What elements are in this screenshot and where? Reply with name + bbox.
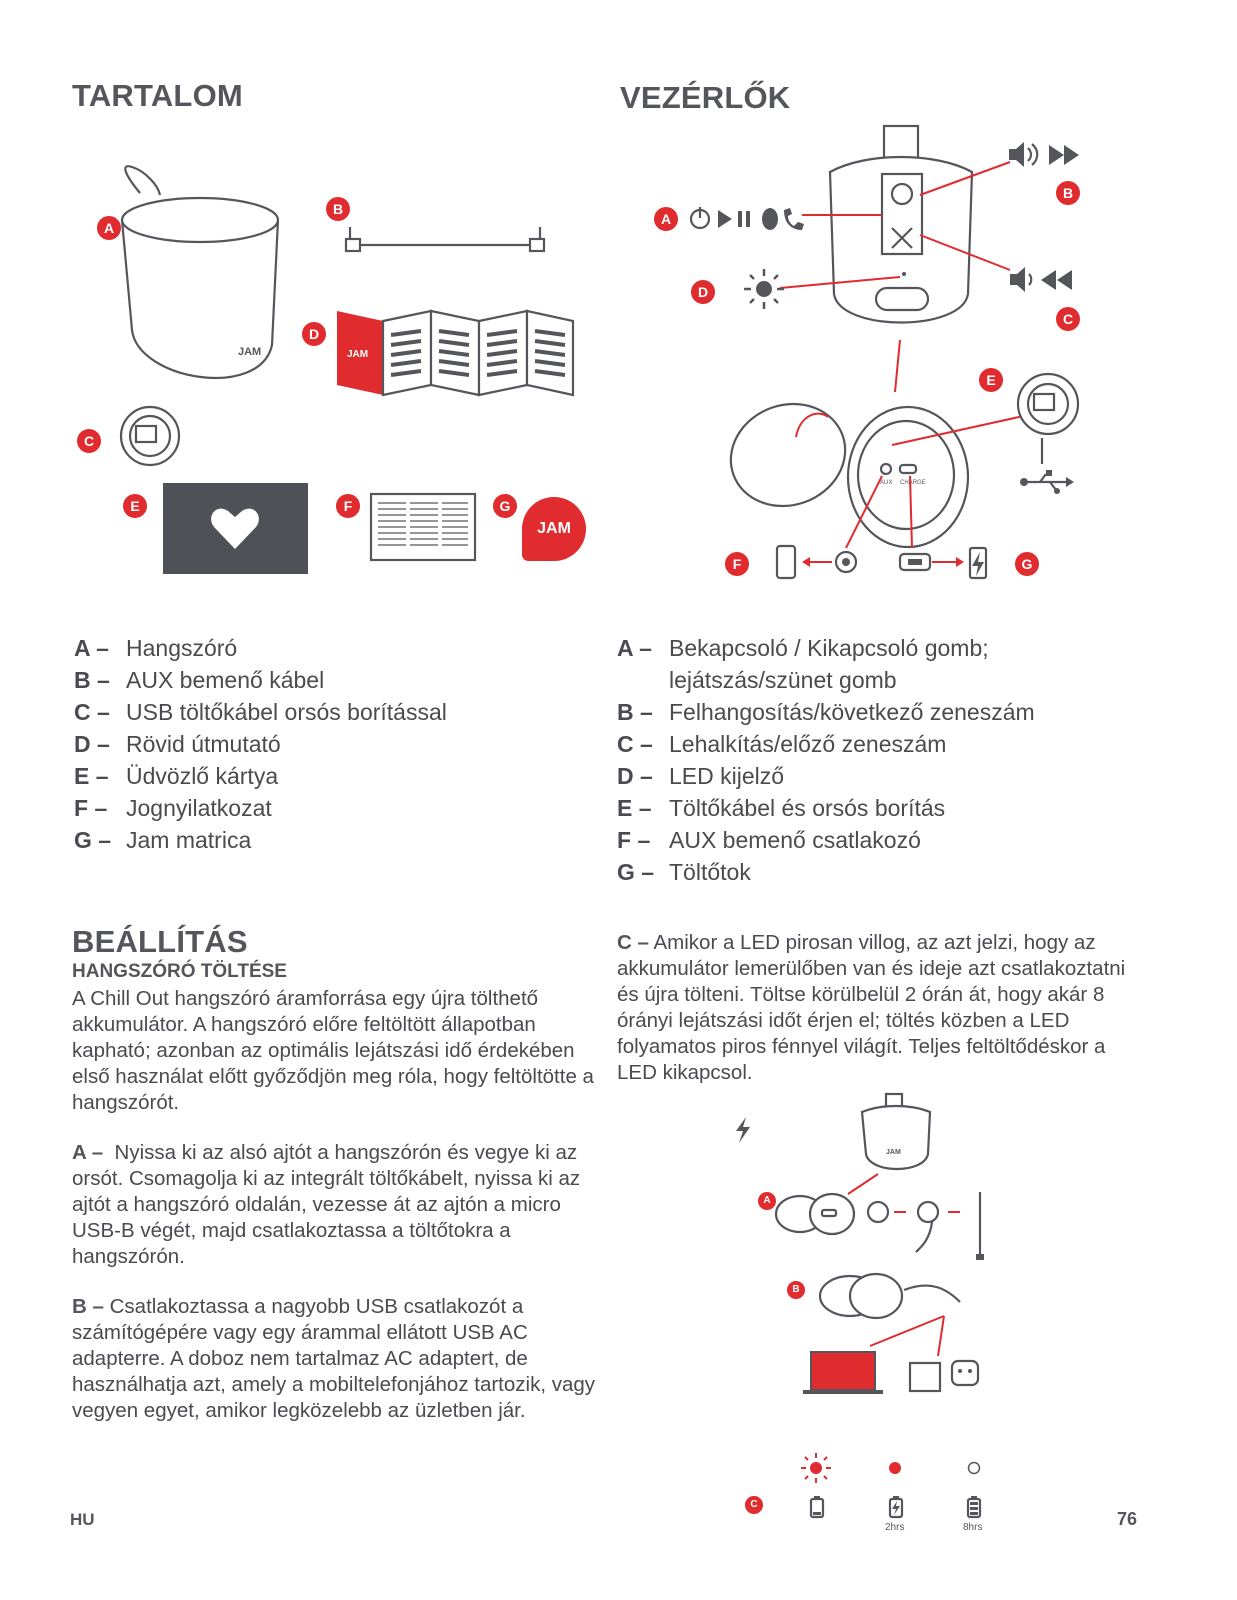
battery-full-icon bbox=[966, 1496, 982, 1518]
badge-b-charging: B bbox=[787, 1281, 805, 1299]
controls-callout-lines bbox=[740, 140, 1140, 340]
jam-sticker-logo: JAM bbox=[537, 520, 571, 537]
legal-doc-drawing bbox=[370, 493, 480, 563]
battery-charging-icon bbox=[888, 1496, 904, 1518]
jam-sticker bbox=[522, 497, 586, 561]
adapter-outlet-drawing bbox=[906, 1355, 986, 1405]
badge-g-controls: G bbox=[1015, 552, 1039, 576]
svg-text:JAM: JAM bbox=[238, 346, 262, 358]
charge-time-2hrs: 2hrs bbox=[885, 1522, 905, 1533]
badge-a-contents: A bbox=[97, 216, 121, 240]
badge-c-contents: C bbox=[77, 429, 101, 453]
badge-f-controls: F bbox=[725, 552, 749, 576]
aux-cable-drawing bbox=[340, 225, 560, 265]
led-sun-icon bbox=[744, 269, 784, 309]
power-play-pause-bt-phone-icons bbox=[688, 204, 818, 234]
badge-a-controls: A bbox=[654, 207, 678, 231]
setup-heading: BEÁLLÍTÁS bbox=[72, 924, 248, 959]
badge-e-contents: E bbox=[123, 494, 147, 518]
badge-c-controls: C bbox=[1056, 307, 1080, 331]
setup-step-b: B – Csatlakoztassa a nagyobb USB csatlakozót a számítógépére vagy egy árammal ellátott USB AC adapterre. A doboz nem tartalmaz AC adaptert, de használhatja azt, amely a mobiltelefonjához tartozik, vagy vegyen egyet, amikor legközelebb az üzletben jár. bbox=[72, 1295, 596, 1422]
led-off-icon bbox=[966, 1460, 982, 1476]
badge-b-controls: B bbox=[1056, 181, 1080, 205]
volume-up-next-icons bbox=[1007, 140, 1087, 170]
svg-text:JAM: JAM bbox=[886, 1149, 901, 1156]
badge-f-contents: F bbox=[336, 494, 360, 518]
list-item: G – Jam matrica bbox=[74, 827, 252, 853]
setup-step-c: C – Amikor a LED pirosan villog, az azt jelzi, hogy az akkumulátor lemerülőben van és ideje azt csatlakoztatni és újra tölteni. Töltse körülbelül 2 órán át, hogy akár 8 órányi lejátszási időt érjen el; töltés közben a LED folyamatos piros fénnyel világít. Teljes feltöltődéskor a LED kikapcsol. bbox=[617, 931, 1126, 1084]
list-item: D – Rövid útmutató bbox=[74, 731, 281, 757]
list-item: C – Lehalkítás/előző zeneszám bbox=[617, 731, 947, 757]
quick-guide-drawing bbox=[335, 305, 585, 400]
badge-a-charging: A bbox=[758, 1192, 776, 1210]
lightning-icon bbox=[734, 1117, 754, 1143]
list-item: E – Üdvözlő kártya bbox=[74, 763, 279, 789]
list-item: F – Jognyilatkozat bbox=[74, 795, 272, 821]
footer-language: HU bbox=[70, 1510, 95, 1529]
list-item: E – Töltőkábel és orsós borítás bbox=[617, 795, 946, 821]
controls-heading: VEZÉRLŐK bbox=[620, 80, 791, 115]
volume-down-previous-icons bbox=[1008, 265, 1088, 295]
list-item: C – USB töltőkábel orsós borítással bbox=[74, 699, 447, 725]
aux-port-label: AUX bbox=[880, 480, 893, 486]
spool-usb-drawing bbox=[1016, 370, 1096, 500]
list-item: D – LED kijelző bbox=[617, 763, 785, 789]
port-callout-lines bbox=[830, 470, 950, 550]
led-blink-icon bbox=[801, 1453, 831, 1483]
list-item: B – Felhangosítás/következő zeneszám bbox=[617, 699, 1035, 725]
charge-port-label: CHARGE bbox=[900, 480, 926, 486]
page-number: 76 bbox=[1117, 1509, 1138, 1529]
led-solid-icon bbox=[887, 1460, 903, 1476]
phone-aux-charge-battery-icons bbox=[772, 544, 1032, 584]
setup-intro: A Chill Out hangszóró áramforrása egy újra tölthető akkumulátor. A hangszóró előre feltöltött állapotban kapható; azonban az optimális lejátszási idő érdekében első használat előtt győződjön meg róla, hogy feltöltötte a hangszórót. bbox=[72, 987, 594, 1114]
welcome-card bbox=[163, 483, 308, 574]
badge-d-controls: D bbox=[691, 280, 715, 304]
setup-step-a: A – Nyissa ki az alsó ajtót a hangszórón és vegye ki az orsót. Csomagolja ki az integrált töltőkábelt, nyissa ki az ajtót a hangszóró oldalán, vezesse át az ajtón a micro USB-B végét, majd csatlakoztassa a töltőtokra a hangszórón. bbox=[72, 1141, 581, 1268]
badge-e-controls: E bbox=[979, 368, 1003, 392]
contents-list bbox=[74, 632, 594, 856]
badge-c-charging: C bbox=[745, 1496, 763, 1514]
spool-drawing bbox=[118, 404, 188, 474]
badge-g-contents: G bbox=[493, 494, 517, 518]
list-item: A – Hangszóró bbox=[74, 635, 238, 661]
speaker-drawing bbox=[110, 165, 310, 405]
contents-heading: TARTALOM bbox=[72, 78, 243, 113]
list-item: F – AUX bemenő csatlakozó bbox=[617, 827, 921, 853]
controls-list bbox=[617, 632, 1177, 888]
charge-time-8hrs: 8hrs bbox=[963, 1522, 983, 1533]
charging-speaker-drawing bbox=[858, 1092, 938, 1182]
battery-empty-icon bbox=[809, 1496, 825, 1518]
badge-b-contents: B bbox=[326, 197, 350, 221]
list-item: G – Töltőtok bbox=[617, 859, 751, 885]
list-item: A – Bekapcsoló / Kikapcsoló gomb; lejátszás/szünet gomb bbox=[617, 635, 989, 693]
svg-text:JAM: JAM bbox=[347, 349, 369, 360]
list-item: B – AUX bemenő kábel bbox=[74, 667, 325, 693]
charging-subheading: HANGSZÓRÓ TÖLTÉSE bbox=[72, 961, 287, 982]
laptop-drawing bbox=[803, 1350, 883, 1396]
heart-icon bbox=[210, 507, 260, 551]
badge-d-contents: D bbox=[302, 322, 326, 346]
